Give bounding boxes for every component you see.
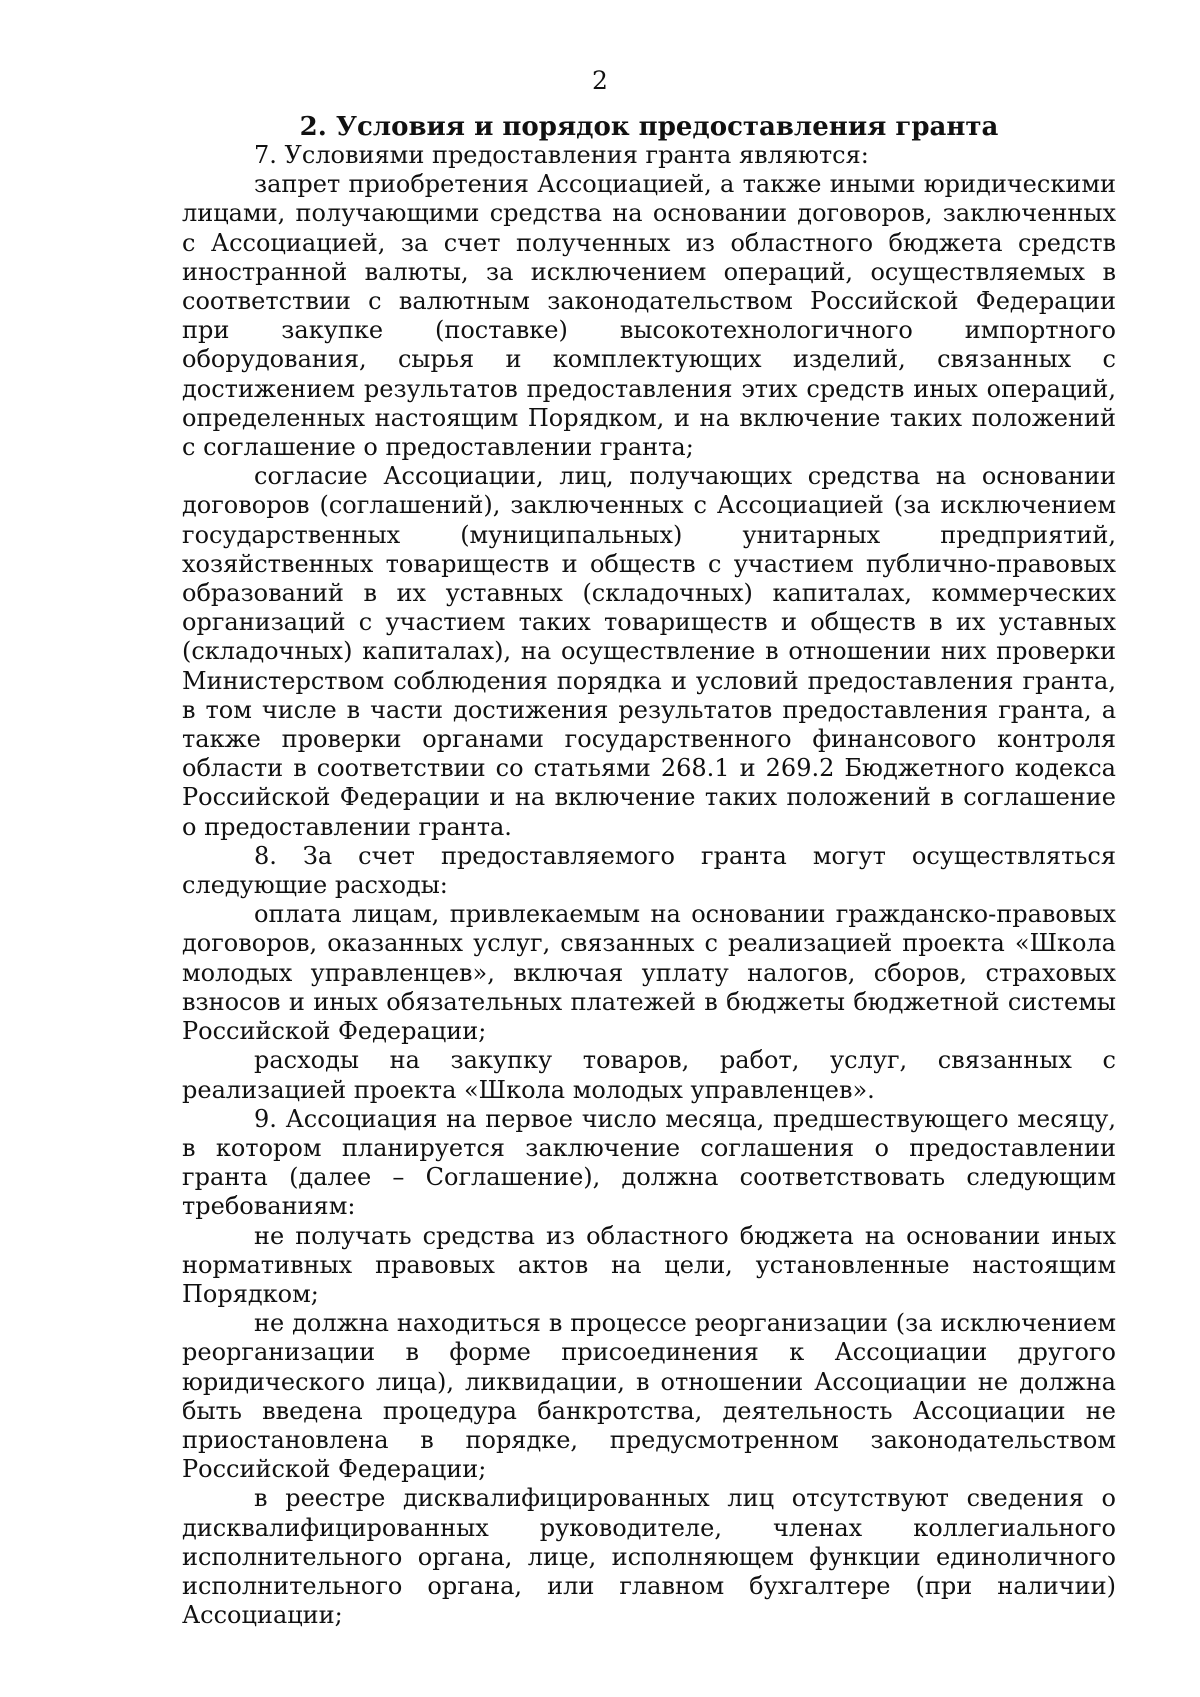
paragraph-8-intro: 8. За счет предоставляемого гранта могут осуществляться следующие расходы: — [182, 841, 1116, 900]
paragraph-no-reorganization: не должна находиться в процессе реорганизации (за исключением реорганизации в форме присоединения к Ассоциации другого юридического лица), ликвидации, в отношении Ассоциации не должна быть введена процедура банкротства, деятельность Ассоциации не приостановлена в порядке, предусмотренном законодательством Российской Федерации; — [182, 1309, 1116, 1484]
section-heading: 2. Условия и порядок предоставления гранта — [299, 112, 999, 142]
paragraph-no-other-funds: не получать средства из областного бюджета на основании иных нормативных правовых актов на цели, установленные настоящим Порядком; — [182, 1221, 1116, 1308]
paragraph-audit-consent: согласие Ассоциации, лиц, получающих средства на основании договоров (соглашений), заключенных с Ассоциацией (за исключением государственных (муниципальных) унитарных предприятий, хозяйственных товариществ и обществ с участием публично-правовых образований в их уставных (складочных) капиталах, коммерческих организаций с участием таких товариществ и обществ в их уставных (складочных) капиталах), на осуществление в отношении них проверки Министерством соблюдения порядка и условий предоставления гранта, в том числе в части достижения результатов предоставления гранта, а также проверки органами государственного финансового контроля области в соответствии со статьями 268.1 и 269.2 Бюджетного кодекса Российской Федерации и на включение таких положений в соглашение о предоставлении гранта. — [182, 462, 1116, 841]
paragraph-7-intro: 7. Условиями предоставления гранта являются: — [254, 141, 869, 169]
document-body — [182, 141, 1116, 1630]
paragraph-disqualified-registry: в реестре дисквалифицированных лиц отсутствуют сведения о дисквалифицированных руководителе, членах коллегиального исполнительного органа, лице, исполняющем функции единоличного исполнительного органа, или главном бухгалтере (при наличии) Ассоциации; — [182, 1484, 1116, 1630]
paragraph-currency-ban: запрет приобретения Ассоциацией, а также иными юридическими лицами, получающими средства на основании договоров, заключенных с Ассоциацией, за счет полученных из областного бюджета средств иностранной валюты, за исключением операций, осуществляемых в соответствии с валютным законодательством Российской Федерации при закупке (поставке) высокотехнологичного импортного оборудования, сырья и комплектующих изделий, связанных с достижением результатов предоставления этих средств иных операций, определенных настоящим Порядком, и на включение таких положений с соглашение о предоставлении гранта; — [182, 170, 1116, 462]
paragraph-services-payment: оплата лицам, привлекаемым на основании гражданско-правовых договоров, оказанных услуг, связанных с реализацией проекта «Школа молодых управленцев», включая уплату налогов, сборов, страховых взносов и иных обязательных платежей в бюджеты бюджетной системы Российской Федерации; — [182, 900, 1116, 1046]
paragraph-procurement-costs: расходы на закупку товаров, работ, услуг, связанных с реализацией проекта «Школа молодых управленцев». — [182, 1046, 1116, 1104]
paragraph-9-intro: 9. Ассоциация на первое число месяца, предшествующего месяцу, в котором планируется заключение соглашения о предоставлении гранта (далее – Соглашение), должна соответствовать следующим требованиям: — [182, 1104, 1116, 1221]
page-number: 2 — [592, 66, 608, 95]
